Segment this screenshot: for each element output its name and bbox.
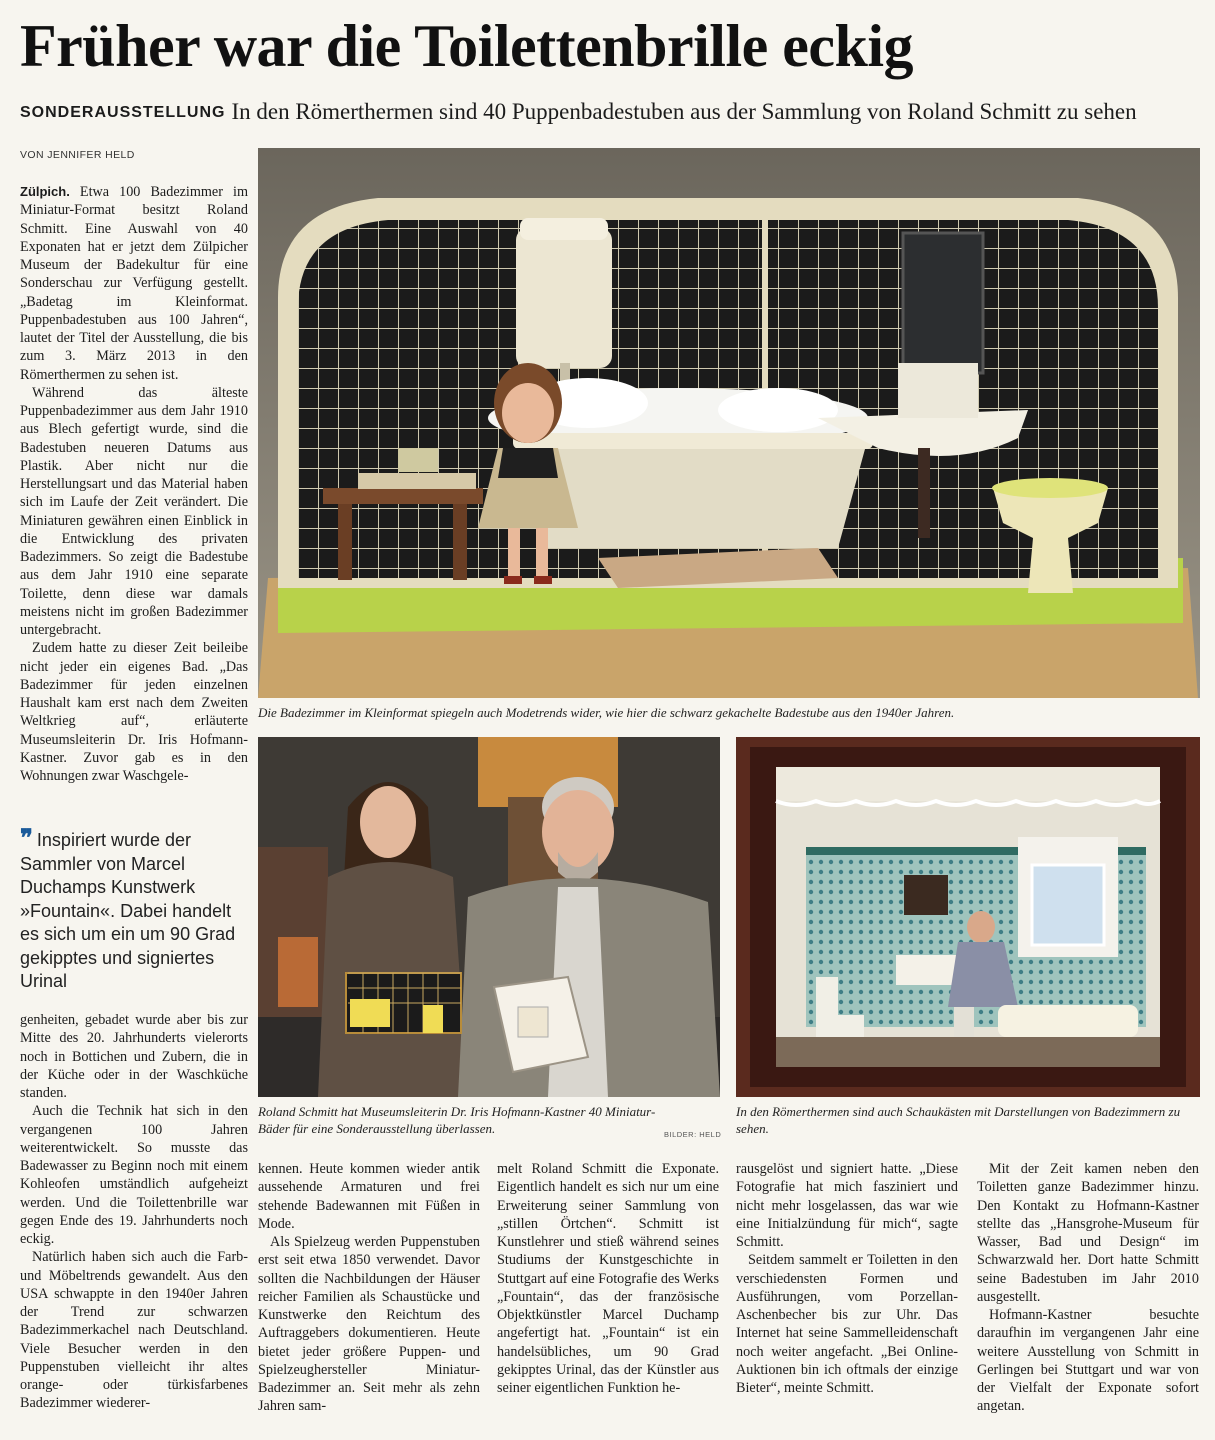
photo-showcase-bathroom (736, 737, 1200, 1097)
column-1-bottom (20, 1011, 248, 1431)
paragraph-text: Etwa 100 Badezimmer im Miniatur-Format besitzt Roland Schmitt. Eine Auswahl von 40 Exponaten hat er jetzt dem Zülpicher Museum der Badekultur für eine Sonderschau zur Verfügung gestellt. „Badetag im Kleinformat. Puppenbadestuben aus 100 Jahren“, lautet der Titel der Ausstellung, die bis zum 3. März 2013 in den Römerthermen zu sehen ist. (20, 184, 248, 383)
paragraph: genheiten, gebadet wurde aber bis zur Mitte des 20. Jahrhunderts vielerorts noch in Bottichen und Zubern, die in der Küche oder in der Waschküche standen. (20, 1012, 248, 1101)
photo-caption-top: Die Badezimmer im Kleinformat spiegeln auch Modetrends wider, wie hier die schwarz gekachelte Badestube aus den 1940er Jahren. (258, 705, 955, 720)
paragraph (20, 183, 248, 384)
kicker: SONDERAUSSTELLUNG (20, 104, 226, 121)
photo-caption-right: In den Römerthermen sind auch Schaukästen mit Darstellungen von Badezimmern zu sehen. (736, 1104, 1181, 1136)
photo-collector-and-director (258, 737, 720, 1097)
paragraph: Zudem hatte zu dieser Zeit beileibe nicht jeder ein eigenes Bad. „Das Badezimmer für jeden einzelnen Haushalt kam erst nach dem Zweiten Weltkrieg auf“, erläuterte Museumsleiterin Dr. Iris Hofmann-Kastner. Zuvor gab es in den Wohnungen zwar Waschgele- (20, 640, 248, 784)
paragraph: Seitdem sammelt er Toiletten in den verschiedensten Formen und Ausführungen, vom Porzellan-Aschenbecher bis zur Uhr. Das Internet hat seine Sammelleidenschaft noch weiter angefacht. „Bei Online-Auktionen bin ich oftmals der einzige Bieter“, meinte Schmitt. (736, 1252, 958, 1396)
paragraph: rausgelöst und signiert hatte. „Diese Fotografie hat mich fasziniert und nicht mehr losgelassen, das war wie eine Initialzündung für mich“, sagte Schmitt. (736, 1161, 958, 1250)
paragraph: Hofmann-Kastner besuchte daraufhin im vergangenen Jahr eine weitere Ausstellung von Schmitt in Gerlingen bei Stuttgart und war von der Vielfalt der Exponate sofort angetan. (977, 1307, 1199, 1415)
paragraph: Natürlich haben sich auch die Farb- und Möbeltrends gewandelt. Aus den USA schwappte in den 1940er Jahren der Trend zur schwarzen Badezimmerkachel nach Deutschland. Viele Besucher werden in den Puppenstuben vielleicht ihr altes orange- oder türkisfarbenes Badezimmer wiederer- (20, 1249, 248, 1412)
paragraph: kennen. Heute kommen wieder antik aussehende Armaturen und frei stehende Badewannen mit Füßen in Mode. (258, 1161, 480, 1232)
quote-mark-icon: ❞ (20, 826, 33, 852)
tiled-bathroom-illustration (258, 148, 1200, 698)
column-3 (497, 1160, 719, 1432)
column-2 (258, 1160, 480, 1432)
paragraph: melt Roland Schmitt die Exponate. Eigentlich handelt es sich nur um eine Erweiterung seiner Sammlung von „stillen Örtchen“. Schmitt ist Kunstlehrer und stieß während seines Studiums der Kunstgeschichte in Stuttgart auf eine Fotografie des Werks „Fountain“, das der französische Objektkünstler Marcel Duchamp angefertigt hat. „Fountain“ ist ein handelsübliches, um 90 Grad gekipptes Urinal, das der Künstler aus seiner eigentlichen Funktion he- (497, 1161, 719, 1396)
column-5 (977, 1160, 1199, 1432)
paragraph: Als Spielzeug werden Puppenstuben erst seit etwa 1850 verwendet. Davor sollten die Nachbildungen der Häuser reicher Familien als Schaustücke und Kunstwerke den Reichtum des Auftraggebers dokumentieren. Heute bietet jeder größere Puppen- und Spielzeughersteller Miniatur-Badezimmer an. Seit mehr als zehn Jahren sam- (258, 1234, 480, 1415)
photo-caption-left: Roland Schmitt hat Museumsleiterin Dr. Iris Hofmann-Kastner 40 Miniatur-Bäder für eine Sonderausstellung überlassen. (258, 1104, 656, 1136)
headline: Früher war die Toilettenbrille eckig (20, 13, 914, 79)
showcase-illustration (736, 737, 1200, 1097)
paragraph: Auch die Technik hat sich in den vergangenen 100 Jahren weiterentwickelt. So musste das Badewasser zu Beginn noch mit einem Kohleofen umständlich aufgeheizt werden. Und die Toilettenbrille war gegen Ende des 19. Jahrhunderts noch eckig. (20, 1103, 248, 1247)
people-illustration (258, 737, 720, 1097)
photo-credit: BILDER: HELD (664, 1130, 722, 1139)
pull-quote-text: Inspiriert wurde der Sammler von Marcel Duchamps Kunstwerk »Fountain«. Dabei handelt es sich um ein um 90 Grad gekipptes und signiertes Urinal (20, 830, 236, 991)
dateline: Zülpich. (20, 184, 70, 199)
pull-quote (20, 828, 248, 994)
column-1-top (20, 183, 248, 819)
dek (20, 98, 1210, 126)
column-4 (736, 1160, 958, 1432)
paragraph: Während das älteste Puppenbadezimmer aus dem Jahr 1910 aus Blech gefertigt wurde, sind die Badestuben neueren Datums aus Plastik. Aber nicht nur die Herstellungsart und das Material haben sich im Laufe der Zeit verändert. Die Miniaturen gewähren einen Einblick in die Entwicklung des privaten Badezimmers. So zeigt die Badestube aus dem Jahr 1910 eine separate Toilette, denn diese war damals meistens nicht im großen Badezimmer untergebracht. (20, 384, 248, 638)
dek-text: In den Römerthermen sind 40 Puppenbadestuben aus der Sammlung von Roland Schmitt zu sehen (231, 99, 1137, 124)
photo-tiled-bathroom (258, 148, 1200, 698)
paragraph: Mit der Zeit kamen neben den Toiletten ganze Badezimmer hinzu. Den Kontakt zu Hofmann-Kastner stellte das „Hansgrohe-Museum für Wasser, Bad und Design“ im Schwarzwald her. Dort hatte Schmitt seine Badestuben im Jahr 2010 ausgestellt. (977, 1161, 1199, 1305)
byline: VON JENNIFER HELD (20, 149, 135, 161)
